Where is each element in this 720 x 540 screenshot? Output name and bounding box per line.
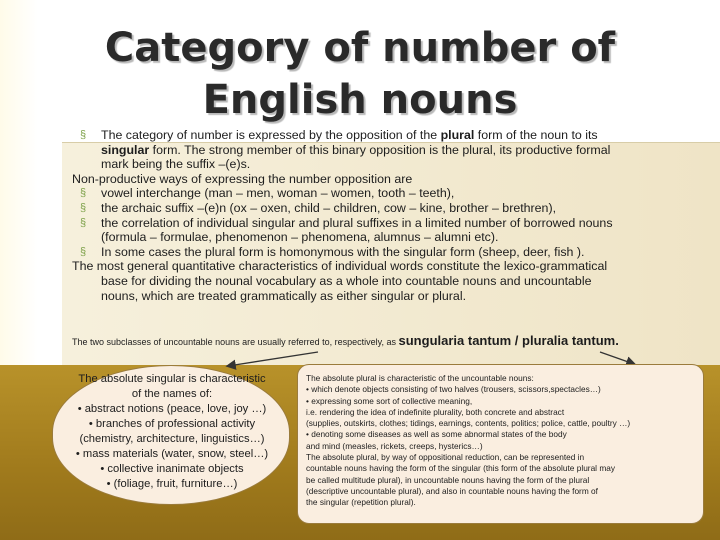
- callout-line: The absolute plural, by way of oppositional reduction, can be represented in: [306, 452, 585, 463]
- callout-line: The absolute plural is characteristic of the uncountable nouns:: [306, 373, 534, 383]
- callout-line: (supplies, outskirts, clothes; tidings, earnings, contents, politics; police, cattle, poultry …): [306, 418, 631, 429]
- arrow-to-plural: [600, 352, 634, 364]
- plural-callout-text: [306, 373, 698, 509]
- callout-line: • abstract notions (peace, love, joy …): [77, 403, 267, 415]
- singular-callout-text: [56, 372, 288, 492]
- callout-line: • denoting some diseases as well as some abnormal states of the body: [306, 429, 567, 440]
- bullet-icon: §: [80, 245, 87, 258]
- callout-line: and mind (measles, rickets, creeps, hysterics…): [306, 440, 483, 451]
- b4-l1: the correlation of individual singular and plural suffixes in a limited number of borrowed nouns: [101, 215, 613, 230]
- subclasses-terms: sungularia tantum / pluralia tantum.: [398, 333, 619, 348]
- general-l1: The most general quantitative characteristics of individual words constitute the lexico-grammatical: [72, 259, 608, 274]
- p1-line2-bold: singular: [101, 142, 150, 157]
- title-line-2: English nouns: [202, 77, 518, 123]
- subclasses-small: The two subclasses of uncountable nouns are usually referred to, respectively, as: [72, 337, 399, 347]
- bullet-icon: §: [80, 129, 87, 141]
- bullet-icon: §: [80, 201, 87, 214]
- callout-line: The absolute singular is characteristic: [78, 373, 266, 385]
- callout-line: countable nouns having the form of the singular (this form of the absolute plural may: [306, 463, 616, 474]
- callout-line: • expressing some sort of collective meaning,: [306, 395, 473, 406]
- general-l3: nouns, which are treated grammatically as either singular or plural.: [101, 288, 467, 303]
- b3: the archaic suffix –(e)n (ox – oxen, child – children, cow – kine, brother – brethren),: [101, 200, 557, 215]
- callout-line: (chemistry, architecture, linguistics…): [79, 433, 265, 445]
- b2: vowel interchange (man – men, woman – women, tooth – teeth),: [101, 186, 455, 201]
- callout-line: • (foliage, fruit, furniture…): [106, 478, 238, 490]
- general-l2: base for dividing the nounal vocabulary as a whole into countable nouns and uncountable: [101, 273, 592, 288]
- callout-line: i.e. rendering the idea of indefinite plurality, both concrete and abstract: [306, 406, 565, 417]
- p1-a: The category of number is expressed by the opposition of the: [101, 128, 441, 142]
- callout-line: the singular (repetition plural).: [306, 497, 416, 508]
- bullet-icon: §: [80, 216, 87, 229]
- p1-line2-rest: form. The strong member of this binary opposition is the plural, its productive formal: [149, 142, 611, 157]
- callout-line: be called multitude plural), in uncountable nouns having the form of the plural: [306, 474, 590, 485]
- b4-l2: (formula – formulae, phenomenon – phenomena, alumnus – alumni etc).: [101, 230, 499, 245]
- p1-b: form of the noun to its: [474, 128, 598, 142]
- callout-line: • which denote objects consisting of two halves (trousers, scissors,spectacles…): [306, 384, 601, 395]
- callout-line: • branches of professional activity: [88, 418, 256, 430]
- callout-line: • collective inanimate objects: [100, 463, 244, 475]
- title-line-1: Category of number of: [104, 25, 616, 71]
- p1-line3: mark being the suffix –(e)s.: [101, 157, 251, 172]
- callout-line: (descriptive uncountable plural), and also in countable nouns having the form of: [306, 485, 598, 496]
- bullet-icon: §: [80, 187, 87, 200]
- callout-line: of the names of:: [131, 388, 213, 400]
- p1-bold: plural: [440, 128, 475, 142]
- nonproductive-heading: Non-productive ways of expressing the number opposition are: [72, 171, 413, 186]
- callout-line: • mass materials (water, snow, steel…): [75, 448, 269, 460]
- b5: In some cases the plural form is homonymous with the singular form (sheep, deer, fish ).: [101, 244, 585, 259]
